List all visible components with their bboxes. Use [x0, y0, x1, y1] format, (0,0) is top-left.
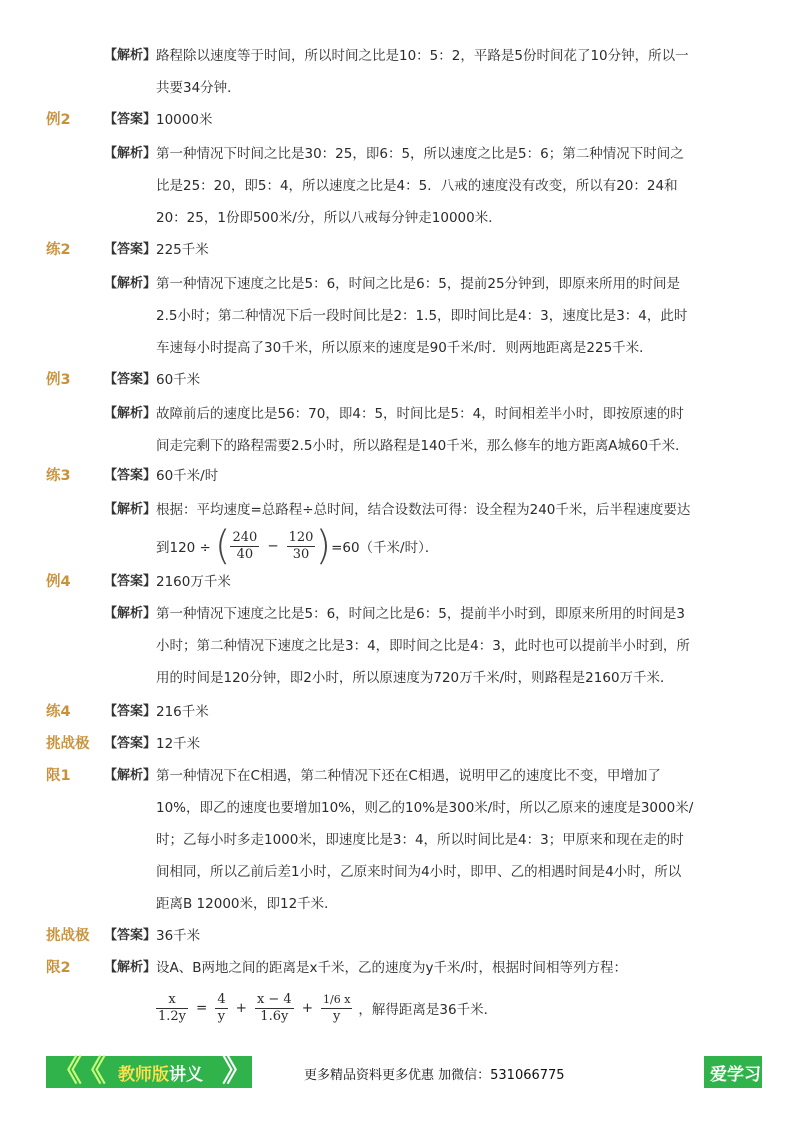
fraction	[230, 530, 259, 563]
analysis-line: 路程除以速度等于时间，所以时间之比是10：5：2，平路是5份时间花了10分钟，所以一	[156, 48, 689, 64]
analysis-tag: 【解析】	[104, 960, 157, 975]
denominator: 1.6y	[260, 1008, 289, 1024]
analysis-line: 距离B 12000米，即12千米．	[156, 896, 338, 912]
numerator: x	[156, 992, 188, 1009]
numerator: 1/6 x	[321, 992, 352, 1009]
plus-sign: +	[235, 1000, 247, 1016]
answer-tag: 【答案】	[104, 704, 157, 719]
footer-promo-text: 更多精品资料更多优惠 加微信：531066775	[304, 1068, 565, 1083]
analysis-tag: 【解析】	[104, 276, 157, 291]
answer-value: 2160万千米	[156, 574, 231, 590]
denominator: 1.2y	[158, 1008, 187, 1024]
math-prefix: 到120 ÷	[156, 540, 211, 556]
answer-tag: 【答案】	[104, 736, 157, 751]
equals-sign: =	[196, 1000, 208, 1016]
numerator: 4	[217, 991, 226, 1007]
answer-value: 225千米	[156, 242, 209, 258]
fraction	[156, 992, 188, 1025]
footer-title	[118, 1060, 203, 1085]
analysis-line: 小时；第二种情况下速度之比是3：4，即时间之比是4：3，此时也可以提前半小时到，所	[156, 638, 690, 654]
challenge-label: 挑战极	[46, 928, 90, 944]
footer-title-main: 教师版	[118, 1065, 169, 1085]
footer-banner	[46, 1056, 762, 1088]
footer-title-sub: 讲义	[169, 1065, 203, 1085]
analysis-line: 第一种情况下时间之比是30：25，即6：5，所以速度之比是5：6；第二种情况下时间之	[156, 146, 684, 162]
practice-label: 练2	[46, 242, 71, 258]
analysis-line: 20：25，1份即500米/分，所以八戒每分钟走10000米．	[156, 210, 502, 226]
limit-label: 限1	[46, 768, 71, 784]
analysis-line: 车速每小时提高了30千米，所以原来的速度是90千米/时．则两地距离是225千米．	[156, 340, 653, 356]
fraction	[215, 992, 227, 1025]
analysis-line: 共要34分钟．	[156, 80, 241, 96]
numerator: 120	[288, 529, 314, 545]
answer-value: 10000米	[156, 112, 213, 128]
answer-tag: 【答案】	[104, 928, 157, 943]
left-paren: (	[214, 523, 231, 569]
analysis-line: 设A、B两地之间的距离是x千米，乙的速度为y千米/时，根据时间相等列方程：	[156, 960, 628, 976]
analysis-tag: 【解析】	[104, 146, 157, 161]
practice-label: 练3	[46, 468, 71, 484]
math-suffix: =60（千米/时）．	[331, 540, 439, 556]
analysis-line: 间走完剩下的路程需要2.5小时，所以路程是140千米，那么修车的地方距离A城60千米．	[156, 438, 689, 454]
answer-value: 60千米	[156, 372, 201, 388]
analysis-line: 第一种情况下速度之比是5：6，时间之比是6：5，提前25分钟到，即原来所用的时间是	[156, 276, 681, 292]
example-label: 例3	[46, 372, 71, 388]
denominator: y	[217, 1008, 226, 1024]
equation	[156, 986, 497, 1030]
analysis-line: 10%，即乙的速度也要增加10%，则乙的10%是300米/时，所以乙原来的速度是3000米/	[156, 800, 694, 816]
analysis-line: 比是25：20，即5：4，所以速度之比是4：5．八戒的速度没有改变，所以有20：24和	[156, 178, 678, 194]
equation-tail: ，解得距离是36千米．	[358, 1002, 498, 1018]
logo-bar	[686, 1062, 700, 1084]
analysis-line: 第一种情况下速度之比是5：6，时间之比是6：5，提前半小时到，即原来所用的时间是3	[156, 606, 685, 622]
analysis-line: 间相同，所以乙前后差1小时，乙原来时间为4小时，即甲、乙的相遇时间是4小时，所以	[156, 864, 682, 880]
answer-tag: 【答案】	[104, 574, 157, 589]
analysis-tag: 【解析】	[104, 606, 157, 621]
challenge-label: 挑战极	[46, 736, 90, 752]
footer-logo-text: 爱学习	[710, 1065, 761, 1085]
answer-value: 12千米	[156, 736, 201, 752]
chevron-left-icon: 《	[52, 1054, 82, 1089]
math-expression	[156, 522, 438, 570]
fraction	[321, 992, 352, 1025]
example-label: 例2	[46, 112, 71, 128]
numerator: 240	[232, 529, 258, 545]
fraction	[287, 530, 316, 563]
logo-icon	[660, 1060, 706, 1084]
limit-label: 限2	[46, 960, 71, 976]
right-paren: )	[315, 523, 332, 569]
plus-sign: +	[301, 1000, 314, 1016]
answer-tag: 【答案】	[104, 242, 157, 257]
answer-tag: 【答案】	[104, 372, 157, 387]
denominator: 30	[292, 546, 310, 562]
minus-sign: −	[267, 538, 279, 554]
logo-bar	[662, 1062, 676, 1084]
analysis-line: 时；乙每小时多走1000米，即速度比是3：4，所以时间比是4：3；甲原来和现在走的时	[156, 832, 684, 848]
analysis-tag: 【解析】	[104, 48, 157, 63]
analysis-line: 用的时间是120分钟，即2小时，所以原速度为720万千米/时，则路程是2160万千米．	[156, 670, 674, 686]
analysis-tag: 【解析】	[104, 406, 157, 421]
chevron-left-icon: 《	[76, 1054, 106, 1089]
answer-value: 216千米	[156, 704, 209, 720]
analysis-line: 根据：平均速度=总路程÷总时间，结合设数法可得：设全程为240千米，后半程速度要达	[156, 502, 691, 518]
chevron-right-icon: 》	[222, 1054, 252, 1089]
analysis-tag: 【解析】	[104, 768, 157, 783]
denominator: 40	[236, 546, 254, 562]
analysis-tag: 【解析】	[104, 502, 157, 517]
answer-value: 60千米/时	[156, 468, 219, 484]
fraction	[255, 992, 294, 1025]
analysis-line: 第一种情况下在C相遇，第二种情况下还在C相遇，说明甲乙的速度比不变，甲增加了	[156, 768, 661, 784]
example-label: 例4	[46, 574, 71, 590]
numerator: x − 4	[256, 991, 292, 1007]
practice-label: 练4	[46, 704, 71, 720]
answer-value: 36千米	[156, 928, 201, 944]
answer-tag: 【答案】	[104, 468, 157, 483]
analysis-line: 故障前后的速度比是56：70，即4：5，时间比是5：4，时间相差半小时，即按原速的时	[156, 406, 684, 422]
answer-tag: 【答案】	[104, 112, 157, 127]
denominator: y	[333, 1008, 341, 1024]
analysis-line: 2.5小时；第二种情况下后一段时间比是2：1.5，即时间比是4：3，速度比是3：4，此时	[156, 308, 688, 324]
